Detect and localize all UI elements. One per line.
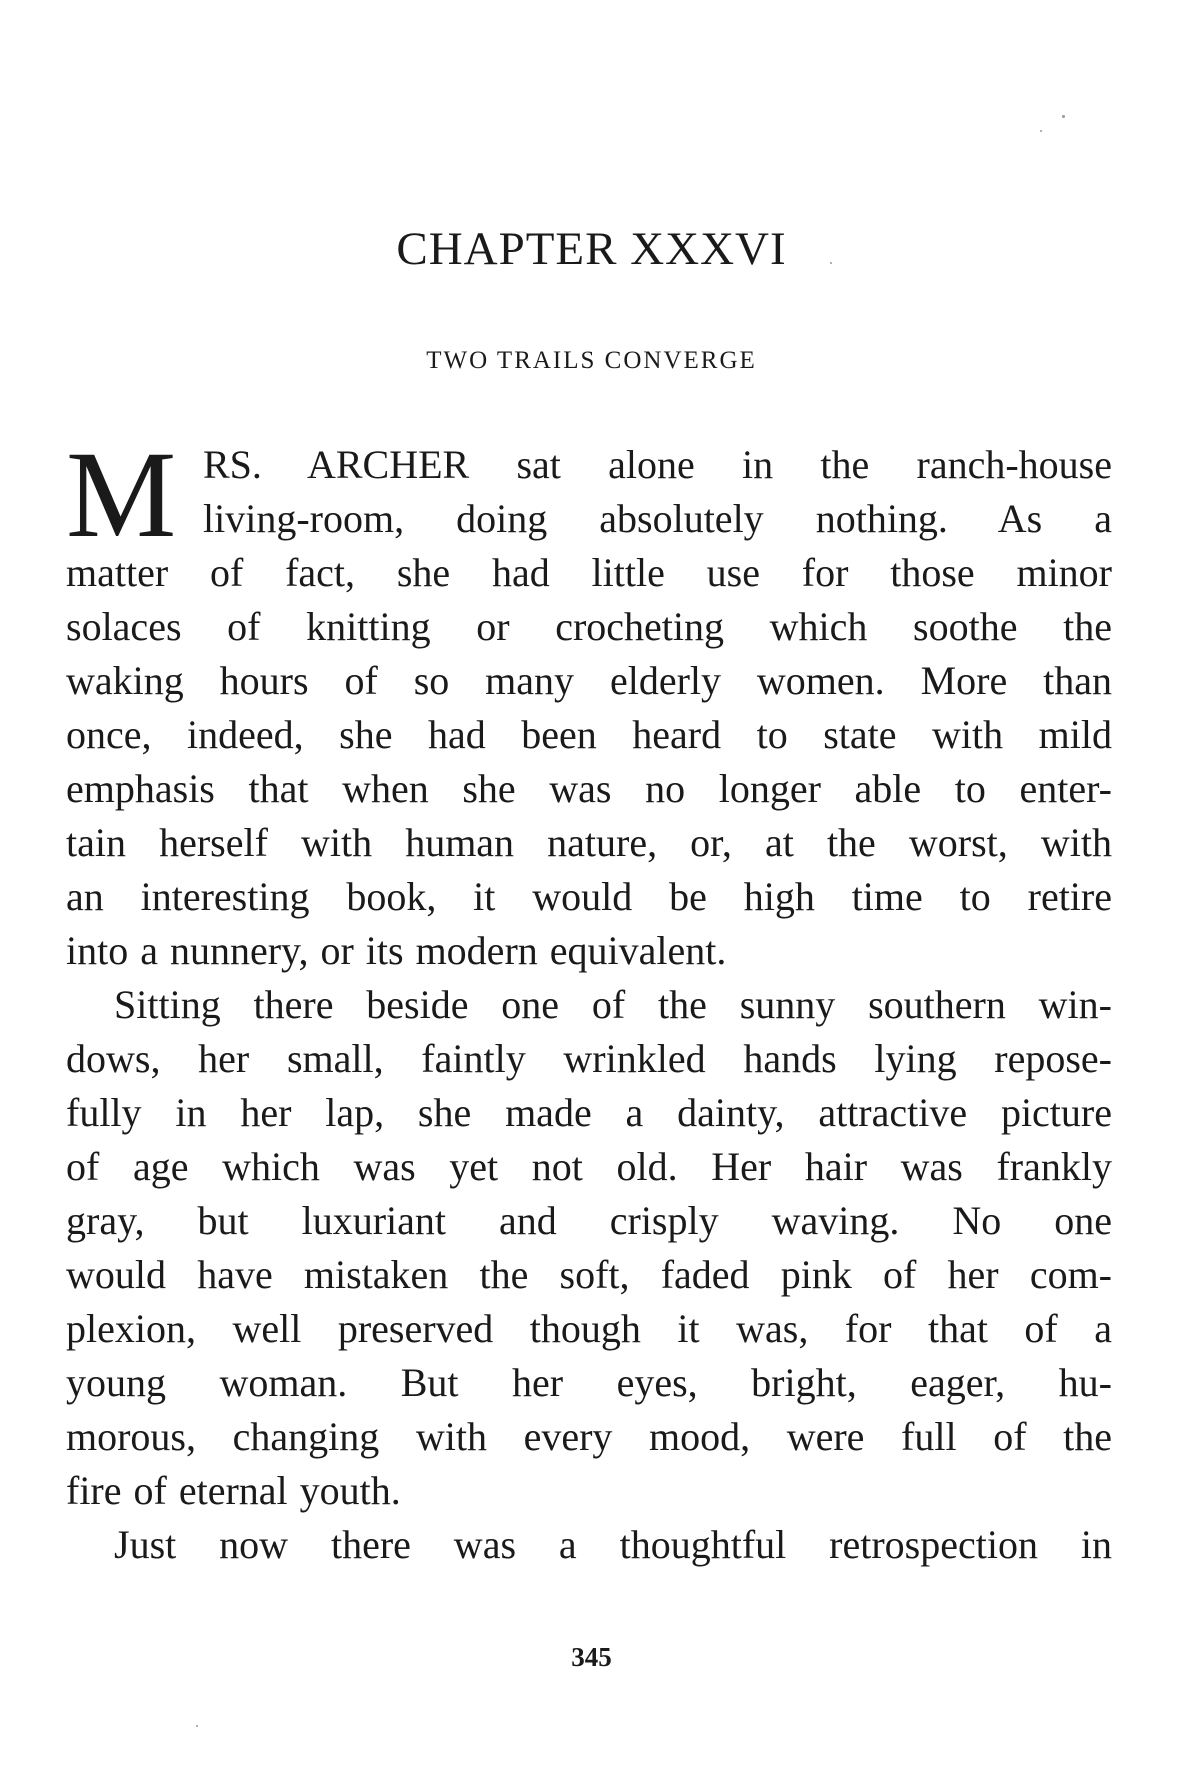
text-line: gray, but luxuriant and crisply waving. No one <box>66 1198 1112 1243</box>
text-line: of age which was yet not old. Her hair was frankly <box>66 1144 1112 1189</box>
text-line: matter of fact, she had little use for those minor <box>66 550 1112 595</box>
text-line: living-room, doing absolutely nothing. As a <box>203 496 1112 541</box>
scan-speck <box>1040 130 1042 132</box>
text-line: RS. ARCHER sat alone in the ranch-house <box>203 442 1112 487</box>
text-line: waking hours of so many elderly women. More than <box>66 658 1112 703</box>
text-line: into a nunnery, or its modern equivalent. <box>66 928 727 973</box>
text-line: once, indeed, she had been heard to state with mild <box>66 712 1112 757</box>
text-line: fully in her lap, she made a dainty, attractive picture <box>66 1090 1112 1135</box>
text-line: emphasis that when she was no longer able to enter- <box>66 766 1112 811</box>
text-line: plexion, well preserved though it was, for that of a <box>66 1306 1112 1351</box>
drop-cap: M <box>66 426 177 563</box>
text-line: solaces of knitting or crocheting which soothe the <box>66 604 1112 649</box>
chapter-title: CHAPTER XXXVI <box>396 223 787 275</box>
text-line: an interesting book, it would be high time to retire <box>66 874 1112 919</box>
scan-speck <box>830 262 832 264</box>
chapter-subtitle: TWO TRAILS CONVERGE <box>426 347 757 374</box>
text-line: dows, her small, faintly wrinkled hands lying repose- <box>66 1036 1112 1081</box>
text-line: Just now there was a thoughtful retrospection in <box>114 1522 1112 1567</box>
scan-speck <box>1062 115 1065 118</box>
text-line: fire of eternal youth. <box>66 1468 401 1513</box>
page-number: 345 <box>571 1642 612 1672</box>
text-line: young woman. But her eyes, bright, eager, hu- <box>66 1360 1112 1405</box>
text-line: would have mistaken the soft, faded pink of her com- <box>66 1252 1112 1297</box>
body-text <box>66 426 1112 1572</box>
text-line: morous, changing with every mood, were full of the <box>66 1414 1112 1459</box>
scan-speck <box>196 1725 198 1727</box>
text-line: Sitting there beside one of the sunny southern win- <box>114 982 1112 1027</box>
text-line: tain herself with human nature, or, at the worst, with <box>66 820 1112 865</box>
